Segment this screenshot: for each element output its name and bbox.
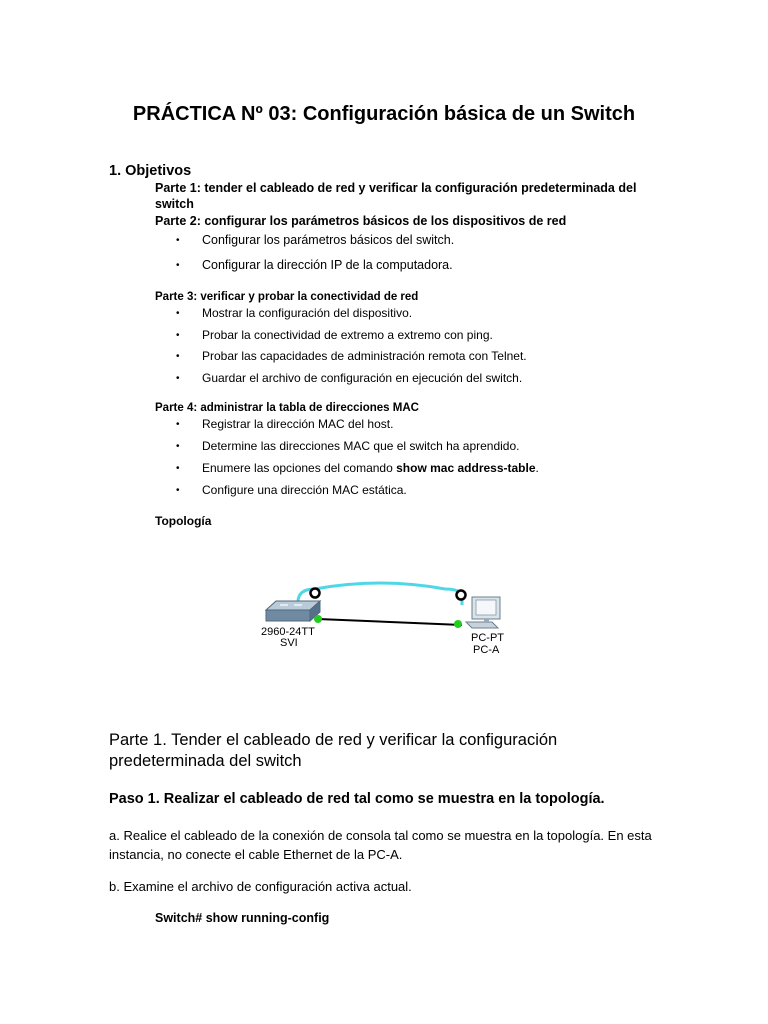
bullet-icon: • [176,373,180,384]
command-name: show mac address-table [396,461,536,475]
bullet-icon: • [176,463,180,474]
list-item: • Probar las capacidades de administración remota con Telnet. [176,349,527,363]
parte3-objective: Parte 3: verificar y probar la conectividad de red [155,291,419,303]
switch-model-label: 2960-24TT [261,626,315,638]
command-line: Switch# show running-config [155,911,330,925]
parte1-objective-line2: switch [155,197,194,211]
parte1-heading-line1: Parte 1. Tender el cableado de red y verificar la configuración [109,731,558,749]
topologia-label: Topología [155,514,212,528]
bullet-icon: • [176,308,180,319]
bullet-icon: • [176,485,180,496]
parte1-objective-line1: Parte 1: tender el cableado de red y verificar la configuración predeterminada del [155,181,637,195]
link-light-switch-icon [314,615,322,623]
link-light-pc-icon [454,620,462,628]
step-b: b. Examine el archivo de configuración activa actual. [109,879,412,894]
list-item: • Mostrar la configuración del dispositivo. [176,306,413,320]
list-item: • Guardar el archivo de configuración en ejecución del switch. [176,371,523,385]
pc-model-label: PC-PT [471,632,504,644]
list-item: • Configurar los parámetros básicos del switch. [176,233,455,247]
list-item: • Registrar la dirección MAC del host. [176,417,394,431]
objetivos-heading: 1. Objetivos [109,163,192,179]
step-a-line1: a. Realice el cableado de la conexión de consola tal como se muestra en la topología. En esta [109,828,652,843]
bullet-icon: • [176,235,180,246]
pc-name-label: PC-A [473,644,500,656]
console-cable [298,583,462,605]
list-item: • Enumere las opciones del comando show mac address-table. [176,461,539,475]
step-a-line2: instancia, no conecte el cable Ethernet de la PC-A. [109,847,403,862]
switch-name-label: SVI [280,637,298,649]
bullet-icon: • [176,260,180,271]
paso1-heading: Paso 1. Realizar el cableado de red tal como se muestra en la topología. [109,791,605,807]
list-item: • Probar la conectividad de extremo a extremo con ping. [176,328,493,342]
list-item: • Configure una dirección MAC estática. [176,483,407,497]
page-title: PRÁCTICA Nº 03: Configuración básica de un Switch [132,103,636,125]
topology-diagram [240,575,530,665]
parte1-heading-line2: predeterminada del switch [109,752,302,770]
console-port-switch-icon [311,589,320,598]
bullet-icon: • [176,351,180,362]
parte2-objective: Parte 2: configurar los parámetros básicos de los dispositivos de red [155,214,567,228]
bullet-icon: • [176,330,180,341]
console-port-pc-icon [457,591,466,600]
parte4-objective: Parte 4: administrar la tabla de direcciones MAC [155,402,419,414]
list-item: • Configurar la dirección IP de la computadora. [176,258,453,272]
bullet-icon: • [176,441,180,452]
bullet-icon: • [176,419,180,430]
list-item: • Determine las direcciones MAC que el switch ha aprendido. [176,439,520,453]
switch-icon [266,601,320,621]
pc-icon [466,597,500,628]
ethernet-cable [318,619,462,625]
